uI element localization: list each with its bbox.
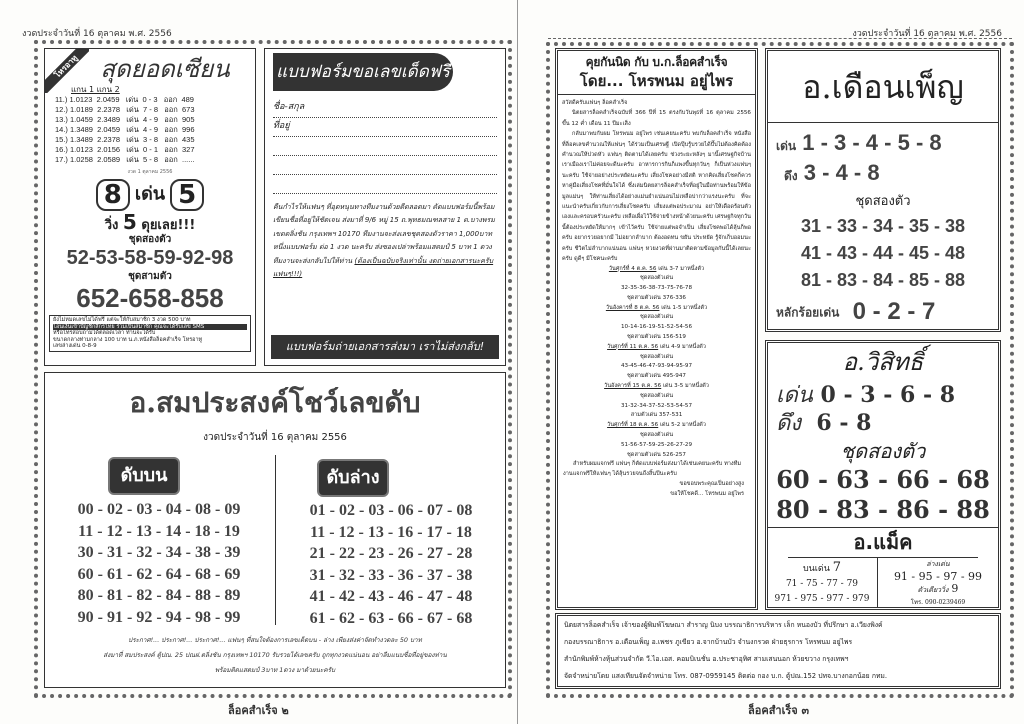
corner-tag: โหรอาทู — [45, 49, 89, 93]
table-row: 17.) 1.0258 2.0589 เด่น 5 - 8 ออก ...... — [55, 155, 195, 164]
top-label: ดับบน — [108, 457, 180, 495]
result-date: วันอังคารที่ 8 ต.ค. 56 — [605, 304, 660, 311]
result-block — [561, 265, 752, 304]
dueng-line — [784, 159, 880, 190]
den-line — [45, 177, 255, 211]
hundred-value: 0 - 2 - 7 — [852, 298, 936, 325]
table-row: 14.) 1.3489 2.0459 เด่น 4 - 9 ออก 996 — [55, 125, 195, 134]
form-body-underlined: (ต้องเป็นฉบับจริงเท่านั้น งดถ่ายเอกสารนะครับแฟนๆ!!!) — [273, 256, 494, 279]
dueng-label: ดึง — [784, 169, 798, 183]
table-row: 15.) 1.3489 2.2378 เด่น 3 - 8 ออก 435 — [55, 135, 195, 144]
result-two: 32-35-36-38-73-75-76-78 — [620, 285, 693, 292]
bottom-numbers — [277, 500, 505, 629]
two-label: ชุดสองตัว — [855, 194, 911, 209]
mac-bottom — [878, 558, 998, 609]
table-row: 16.) 1.0123 2.0156 เด่น 0 - 1 ออก 327 — [55, 145, 195, 154]
address-field[interactable]: ที่อยู่ — [273, 118, 497, 137]
name-field[interactable]: ชื่อ-สกุล — [273, 99, 497, 118]
page-fold — [517, 0, 518, 724]
form-title: แบบฟอร์มขอเลขเด็ดฟรี — [273, 53, 453, 91]
number-row: 31 - 32 - 33 - 36 - 37 - 38 — [309, 566, 473, 584]
horathu-box — [44, 48, 256, 366]
table-row: 11.) 1.0123 2.0459 เด่น 0 - 3 ออก 489 — [55, 95, 194, 104]
result-note: เด่น 1-5 มาหนึ่งตัว — [661, 304, 708, 311]
result-date: วันศุกร์ที่ 11 ต.ค. 56 — [607, 343, 659, 350]
col-header: แกน 1 แกน 2 — [71, 85, 120, 94]
run-label: วิ่ง — [104, 218, 119, 233]
mac-top — [768, 560, 876, 607]
formula-table — [45, 95, 255, 165]
duanpen-box — [765, 48, 1001, 332]
dueng-value: 3 - 4 - 8 — [803, 160, 880, 185]
hex-digit: 8 — [96, 179, 130, 211]
dueng-label: ดึง — [776, 411, 802, 436]
result-date: วันศุกร์ที่ 18 ต.ค. 56 — [607, 422, 659, 429]
number-row: 30 - 31 - 32 - 34 - 38 - 39 — [77, 544, 241, 561]
hundred-line — [776, 297, 935, 328]
two-digit-label: ชุดสองตัว — [128, 234, 172, 245]
result-block — [561, 421, 752, 460]
result-three: ชุดสามตัวเด่น 156-519 — [627, 334, 686, 341]
form-fields — [273, 99, 497, 194]
dueng-value: 6 - 8 — [816, 410, 872, 436]
bottom-label: ดับล่าง — [317, 459, 389, 497]
article-content — [558, 51, 755, 500]
number-row: 80 - 81 - 82 - 84 - 88 - 89 — [77, 587, 241, 604]
result-two: 51-56-57-59-25-26-27-29 — [620, 441, 693, 448]
den-value: 1 - 3 - 4 - 5 - 8 — [802, 130, 942, 155]
credit-line: นิตยสารล็อคสำเร็จ เจ้าของผู้พิมพ์โฆษณา สำราญ นิบง บรรณาธิการบริหาร เล็ก หนองบัว ที่ปรึกษา อ.เวียงพิงค์ — [564, 621, 883, 629]
notice-line: ยังไม่หมดเลขไม่ได้ฟรี แต่จะให้กับสมาชิก 3 งวด 500 บาท — [53, 317, 191, 323]
result-two-label: ชุดสองตัวเด่น — [639, 432, 674, 439]
wisit-title: อ.วิสิทธิ์ — [842, 348, 924, 376]
right-page-number: ล็อคสำเร็จ ๓ — [748, 704, 810, 717]
greeting: สวัสดีครับแฟนๆ ล็อคสำเร็จ — [562, 100, 628, 106]
address-line[interactable] — [273, 137, 497, 156]
run-line — [45, 211, 255, 233]
number-row: 81 - 83 - 84 - 85 - 88 — [800, 270, 966, 290]
somprasong-title: อ.สมประสงค์โชว์เลขดับ — [129, 386, 421, 419]
free-form-box — [264, 48, 506, 366]
number-row: 41 - 42 - 43 - 46 - 47 - 48 — [309, 588, 473, 605]
result-two: 10-14-16-19-51-52-54-56 — [620, 324, 693, 331]
three-digit-label: ชุดสามตัว — [128, 271, 172, 282]
result-two-label: ชุดสองตัวเด่น — [639, 314, 674, 321]
notice-line: โอนเงินเข้าบัญชีกสิกรไทย ร่วมเป็นสมาชิก คุณจะได้รับเลข SMS — [53, 324, 247, 331]
result-two-label: ชุดสองตัวเด่น — [639, 353, 674, 360]
result-three: ชุดสามตัวเด่น 376-336 — [627, 294, 686, 301]
number-row: 60 - 63 - 66 - 68 — [776, 465, 990, 494]
result-three: ชุดสามตัวเด่น 526-257 — [627, 451, 686, 458]
number-row: 11 - 12 - 13 - 14 - 18 - 19 — [78, 522, 240, 540]
result-two-label: ชุดสองตัวเด่น — [639, 392, 674, 399]
notice-line: เลขล่างเด่น 0-8-9 — [53, 343, 97, 350]
credit-line: สำนักพิมพ์ห้างหุ้นส่วนจำกัด วี.ไอ.เอส. คอมบิเนชั่น อ.ประชาอุทิศ สามเสนนอก ห้วยขวาง กรุงเทพฯ — [564, 655, 849, 663]
bottom-label: ล่างเด่น — [926, 560, 950, 568]
left-page-header: งวดประจำวันที่ 16 ตุลาคม พ.ศ. 2556 — [22, 29, 172, 39]
form-bottom-banner: แบบฟอร์มถ่ายเอกสารส่งมา เราไม่ส่งกลับ! — [271, 335, 499, 359]
column-divider — [275, 455, 276, 625]
result-block — [561, 343, 752, 382]
notice-line: ขนาดกลางท่ามกลาง 100 บาท น.ภ.หนังสือล็อคสำเร็จ โหรอาทู — [53, 336, 203, 343]
result-two: 31-32-34-37-52-53-54-57 — [620, 402, 693, 409]
table-row: 13.) 1.0459 2.3489 เด่น 4 - 9 ออก 905 — [55, 115, 195, 124]
three-digit-set: 652-658-858 — [76, 283, 224, 313]
two-rows — [768, 465, 998, 525]
announcement — [49, 633, 501, 678]
two-digit-set: 52-53-58-59-92-98 — [66, 247, 234, 269]
result-note: เด่น 4-9 มาหนึ่งตัว — [659, 343, 706, 350]
den-label: เด่น — [134, 183, 166, 205]
top-numbers — [45, 499, 273, 628]
thanks: ขอขอบพระคุณเป็นอย่างสูง — [679, 481, 744, 488]
somprasong-box — [44, 372, 506, 688]
number-row: 61 - 62 - 63 - 66 - 67 - 68 — [309, 609, 473, 627]
header-rule — [548, 38, 1012, 39]
address-line[interactable] — [273, 175, 497, 194]
title-line: คุยกันนิด กับ บ.ก.ล็อคสำเร็จ — [585, 55, 728, 69]
result-note: เด่น 5-2 มาหนึ่งตัว — [659, 422, 706, 429]
result-three: ชุดสามตัวเด่น 495-947 — [627, 373, 686, 380]
two-label: ชุดสองตัว — [840, 439, 926, 463]
small-note: งวด 1 ตุลาคม 2556 — [127, 169, 173, 175]
den-line — [776, 381, 955, 410]
left-page-number: ล็อคสำเร็จ ๒ — [228, 704, 289, 717]
top-label: บนเด่น — [802, 564, 830, 574]
run-label-post: ดุยเลย!!! — [141, 218, 196, 233]
closing: สำหรับผมแจกฟรี แฟนๆ ก็ตัดแบบฟอร์มส่งมาได้เช่นเคยนะครับ ทางทีมงานแจกฟรีให้แฟนๆ ได้ลุ้นรวยจนถึงสิ้นปีนะครับ — [563, 461, 742, 478]
hex-digit: 5 — [170, 179, 204, 211]
article-title — [558, 51, 755, 95]
number-row: 31 - 33 - 34 - 35 - 38 — [800, 216, 966, 236]
run-label: ตัวเดียววิ่ง — [917, 586, 949, 594]
paragraph: นิตยสารล็อคสำเร็จฉบับที่ 366 ปีที่ 15 ตรงกับวันพุธที่ 16 ตุลาคม 2556 ขึ้น 12 ค่ำ เดือน 11 ปีมะเส็ง — [562, 110, 751, 127]
announce-line: ประกาศ!... ประกาศ!... ประกาศ!... แฟนๆ ที่สนใจต้องการเลขเด็ดบน - ล่าง เพียงส่งค่าจัดทำงวดละ 50 บาท — [128, 636, 422, 644]
credits-box — [555, 613, 1001, 689]
top-digit: 7 — [832, 560, 842, 575]
wisit-box — [765, 340, 1001, 610]
divider — [768, 527, 998, 528]
number-row: 00 - 02 - 03 - 04 - 08 - 09 — [77, 501, 241, 518]
result-note: เด่น 3-5 มาหนึ่งตัว — [663, 383, 709, 390]
announce-line: ส่งมาที่ สมประสงค์ ตู้ปณ. 25 ปณฝ.ตลิ่งชัน กรุงเทพฯ 10170 รับรวยได้เลขครับ ถูกทุกงวดแน่นอน อย่าลืมแนบชื่อที่อยู่ของท่าน — [103, 651, 447, 659]
form-body — [273, 201, 499, 281]
mac-title: อ.แม็ค — [853, 530, 913, 554]
number-row: 01 - 02 - 03 - 06 - 07 - 08 — [309, 502, 473, 519]
result-three: สามตัวเด่น 357-531 — [630, 412, 683, 419]
den-label: เด่น — [776, 139, 797, 153]
announce-line: พร้อมติดแสตมป์ 3บาท 1ดวง มาด้วยนะครับ — [214, 666, 336, 674]
hundred-label: หลักร้อยเด่น — [776, 305, 840, 320]
number-row: 80 - 83 - 86 - 88 — [776, 495, 990, 524]
result-note: เด่น 3-7 มาหนึ่งตัว — [658, 265, 705, 272]
table-row: 12.) 1.0189 2.2378 เด่น 7 - 8 ออก 673 — [55, 105, 195, 114]
top-two: 71 - 75 - 77 - 79 — [785, 579, 859, 589]
horathu-title: สุดยอดเซียน — [100, 55, 230, 83]
credit-line: กองบรรณาธิการ อ.เดือนเพ็ญ อ.เพชร ภูเขียว อ.จากบ้านบัว จำนงกรวด ฝ่ายธุรการ โหรพนม อยู่ไพร — [564, 638, 853, 646]
somprasong-date: งวดประจำวันที่ 16 ตุลาคม 2556 — [203, 432, 347, 443]
notice-line: หรือโทรสอบถามได้ตลอดเวลา ท่านจะได้รับ — [53, 330, 156, 337]
credit-line: จัดจำหน่ายโดย แสงเทียนจัดจำหน่าย โทร. 087-0959145 ติดต่อ กอง บ.ก. ตู้ปณ.152 ปทจ.บางกอกน้อย กทม. — [564, 672, 888, 680]
address-line[interactable] — [273, 156, 497, 175]
den-value: 0 - 3 - 6 - 8 — [820, 382, 956, 408]
paragraph: กลับมาพบกับผม โหรพนม อยู่ไพร เช่นเคยนะครับ พบกับล็อคสำเร็จ หนังสือที่ล็อคเลขคำนวณให้แฟนๆ ได้ร่วมเป็นเศรษฐี เปิดปุ๊บรู้บรวยได้ปั๊บไม่ต้องคิดต้องคำนวณให้ปวดหัว แฟนๆ ติดตามได้เลยครับ ช่วงระยะหลังๆ มานี้เศรษฐกิจบ้านเราเมืองเราไม่ค่อยจะดีนะครับ อาหารการกินก็แพงขึ้นทุกวันๆ ก็เป็นห่วงแฟนๆ นะครับ ใช้จ่ายอย่างประหยัดนะครับ เสี่ยงโชคอย่างมีสติ หากคิดเสี่ยงโชคก็ควรหาคู่มือเสี่ยงโชคที่มั่นใจได้ ซึ่งเล่มนิตยสารล็อคสำเร็จที่อยู่ในมือท่านพร้อมให้ข้อมูลแม่นๆ ให้ท่านเสี่ยงได้อย่างแม่นยำแน่นอนไม่เหลือบ่ากว่าแรงนะครับ ที่จะแนะนำครับเกี่ยวกับการเสี่ยงโชคครับ เสี่ยงแต่พอประมาณ อย่าให้เดือดร้อนตัวเองและครอบครัวนะครับ เหลือเผื่อไว้ใช้จ่ายข้างหน้าด้วยนะครับ เศรษฐกิจทุกวันนี้ต้องประหยัดให้มากๆ เข้าไว้ครับ ใช้จ่ายแต่พอจำเป็น เสี่ยงโชคพอได้ลุ้นก็พอครับ อยากรวยอยากมี ไม่อยากลำบาก ต้องอดทน ขยัน ประหยัด รู้จักเก็บออมนะครับ ชีวิตไม่ลำบากแน่นอน แฟนๆ หวยงวดที่ผ่านมาติดตามข้อมูลกันนี้ได้เลยนะครับ ดูดีๆ มีโชคนะครับ — [562, 131, 751, 263]
result-block — [561, 382, 752, 421]
den-label: เด่น — [776, 383, 813, 408]
result-date: วันอังคารที่ 15 ต.ค. 56 — [604, 383, 662, 390]
number-row: 21 - 22 - 23 - 26 - 27 - 28 — [309, 545, 473, 562]
top-three: 971 - 975 - 977 - 979 — [774, 594, 870, 604]
article-box — [555, 48, 758, 610]
dueng-line — [776, 409, 871, 438]
number-row: 11 - 12 - 13 - 16 - 17 - 18 — [310, 523, 472, 541]
result-two: 43-45-46-47-93-94-95-97 — [620, 363, 693, 370]
number-row: 41 - 43 - 44 - 45 - 48 — [800, 243, 966, 263]
number-row: 60 - 61 - 62 - 64 - 68 - 69 — [77, 565, 241, 583]
result-block — [561, 304, 752, 343]
results-list — [558, 265, 755, 500]
bottom-two: 91 - 95 - 97 - 99 — [893, 569, 983, 583]
article-body — [558, 95, 755, 265]
result-date: วันศุกร์ที่ 4 ต.ค. 56 — [608, 265, 657, 272]
two-rows — [768, 213, 998, 294]
duanpen-title: อ.เดือนเพ็ญ — [768, 51, 998, 123]
signature: ขอให้โชคดี... โหรพนม อยู่ไพร — [670, 490, 744, 497]
notice-box — [49, 315, 251, 352]
result-two-label: ชุดสองตัวเด่น — [639, 275, 674, 282]
number-row: 90 - 91 - 92 - 94 - 98 - 99 — [77, 608, 241, 626]
title-line: โดย... โหรพนม อยู่ไพร — [579, 72, 734, 90]
phone: โทร. 090-0239469 — [910, 598, 966, 606]
horathu-content — [45, 53, 255, 352]
run-digit: 9 — [951, 582, 959, 595]
den-line — [776, 129, 942, 160]
form-body-text: คืนกำไรให้แฟนๆ ที่อุดหนุนทางทีมงานด้วยดีตลอดมา ตัดแบบฟอร์มนี้พร้อมเขียนชื่อที่อยู่ให้ชัดเจน ส่งมาที่ 9/6 หมู่ 15 ถ.พุทธมณฑลสาย 1 ต.บางพรม เขตตลิ่งชัน กรุงเทพฯ 10170 ทีมงานจะส่งเลขชุดสองตัวราคา 1,000บาท หนึ่งแบบฟอร์ม ต่อ 1 งวด นะครับ ส่งซองเปล่าพร้อมแสตมป์ 5 บาท 1 ดวง ทีมงานจะส่งกลับไปให้ท่าน — [273, 203, 495, 265]
right-page-header: งวดประจำวันที่ 16 ตุลาคม พ.ศ. 2556 — [852, 29, 1002, 39]
run-digit: 5 — [122, 210, 137, 234]
